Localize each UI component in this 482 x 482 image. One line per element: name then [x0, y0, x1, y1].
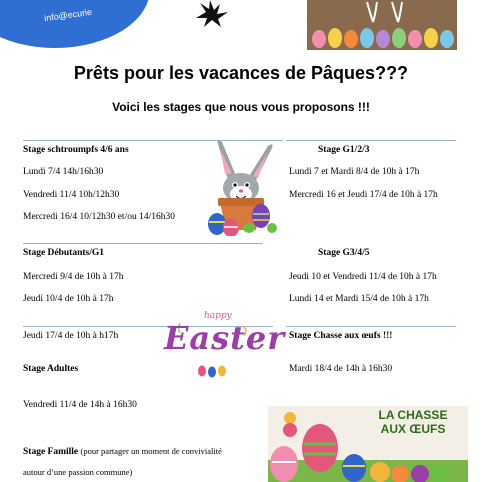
stage-g345-line: Lundi 14 et Mardi 15/4 de 10h à 17h [289, 294, 429, 304]
contact-email[interactable]: info@ecurie [43, 6, 93, 24]
stage-g123-title: Stage G1/2/3 [318, 145, 370, 155]
stage-g345-line: Jeudi 10 et Vendredi 11/4 de 10h à 17h [289, 272, 437, 282]
happy-easter-graphic [158, 309, 286, 381]
stage-debutants-line: Mercredi 9/4 de 10h à 17h [23, 272, 124, 282]
stage-debutants-line: Jeudi 10/4 de 10h à 17h [23, 294, 114, 304]
chasse-title-line: AUX ŒUFS [380, 422, 446, 436]
stage-schtroumpfs-line: Lundi 7/4 14h/16h30 [23, 167, 104, 177]
chasse-title-text [368, 408, 458, 436]
divider [286, 326, 456, 327]
stage-famille-note: autour d’une passion commune) [23, 467, 133, 477]
eggs-photo [307, 0, 457, 50]
chasse-title-line: LA CHASSE [378, 408, 448, 422]
stage-adultes-line: Vendredi 11/4 de 14h à 16h30 [23, 400, 137, 410]
stage-g345-title: Stage G3/4/5 [318, 248, 370, 258]
stage-schtroumpfs-line: Mercredi 16/4 10/12h30 et/ou 14/16h30 [23, 212, 175, 222]
stage-chasse-line: Mardi 18/4 de 14h à 16h30 [289, 364, 393, 374]
stage-schtroumpfs-line: Vendredi 11/4 10h/12h30 [23, 190, 120, 200]
stage-debutants-title: Stage Débutants/G1 [23, 248, 105, 258]
stage-adultes-title: Stage Adultes [23, 364, 79, 374]
divider [23, 243, 263, 244]
chasse-aux-oeufs-picture [268, 406, 468, 482]
stage-g123-line: Lundi 7 et Mardi 8/4 de 10h à 17h [289, 167, 420, 177]
easter-happy-text: happy [204, 311, 232, 321]
divider [286, 140, 456, 141]
stage-famille [23, 446, 222, 457]
ink-splash-icon [190, 0, 235, 28]
stage-debutants-line: Jeudi 17/4 de 10h à h17h [23, 331, 119, 341]
page-title: Prêts pour les vacances de Pâques??? [73, 63, 409, 83]
page-subtitle: Voici les stages que nous vous proposons !!! [112, 100, 370, 114]
blue-blob-shape [0, 0, 150, 48]
stage-famille-note: (pour partager un moment de convivialité [80, 446, 222, 456]
stage-g123-line: Mercredi 16 et Jeudi 17/4 de 10h à 17h [289, 190, 438, 200]
stage-famille-title: Stage Famille [23, 447, 79, 457]
bunny-pot-illustration [198, 138, 283, 236]
stage-chasse-title: Stage Chasse aux œufs !!! [289, 331, 393, 341]
easter-word-text: Easter [164, 319, 286, 357]
stage-schtroumpfs-title: Stage schtroumpfs 4/6 ans [23, 145, 129, 155]
